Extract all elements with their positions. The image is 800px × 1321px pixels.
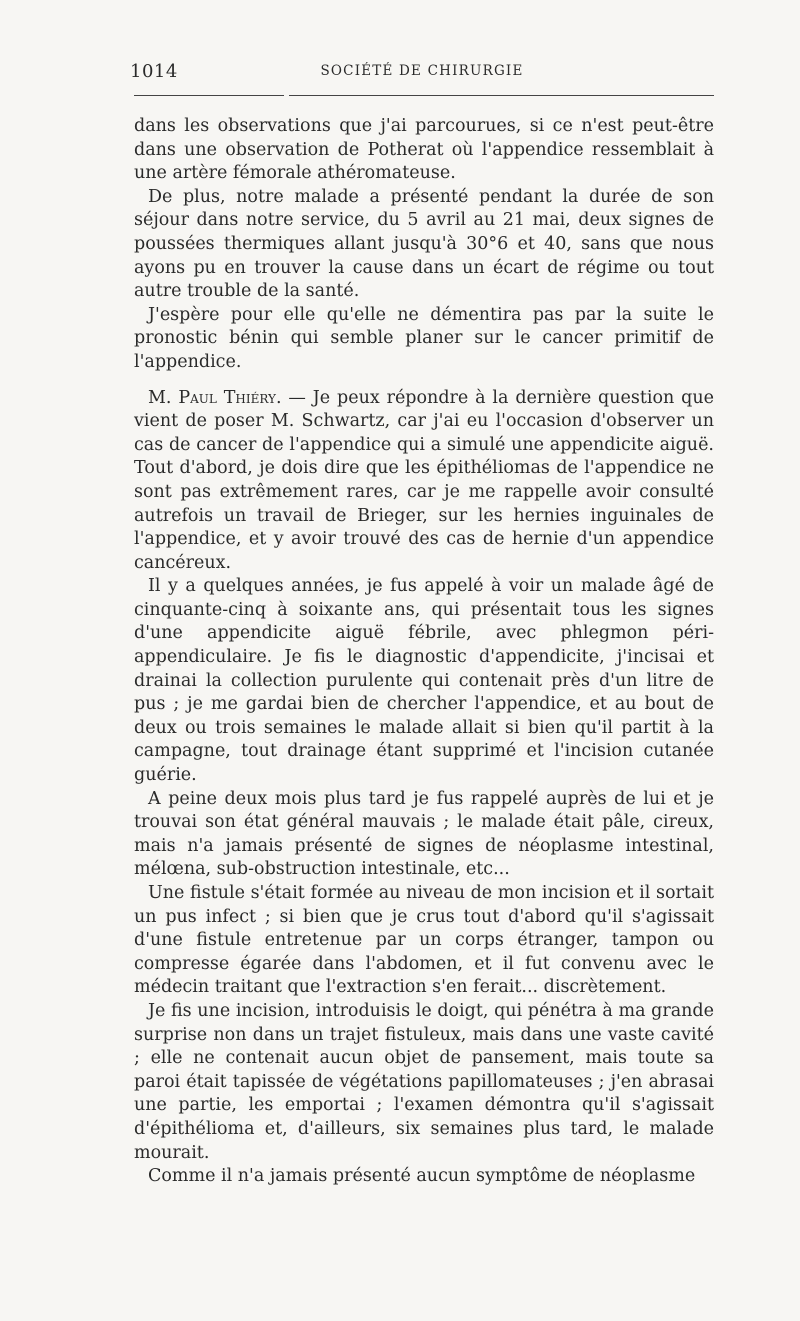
- speaker-prefix: M.: [148, 387, 172, 408]
- paragraph-continued: dans les observations que j'ai parcourues, si ce n'est peut-être dans une observation de Potherat où l'appendice ressemblait à une artère fémorale athéromateuse.: [134, 116, 714, 184]
- paragraph: J'espère pour elle qu'elle ne démentira pas par la suite le pronostic bénin qui semble planer sur le cancer primitif de l'appendice.: [134, 304, 714, 372]
- speaker-paragraph: [134, 387, 714, 576]
- paragraph: Je fis une incision, introduisis le doigt, qui pénétra à ma grande surprise non dans un trajet fistuleux, mais dans une vaste cavité ; elle ne contenait aucun objet de pansement, mais toute sa paroi était tapissée de végétations papillomateuses ; j'en abrasai une partie, les emportai ; l'examen démontra qu'il s'agissait d'épithélioma et, d'ailleurs, six semaines plus tard, le malade mourait.: [134, 1000, 714, 1163]
- running-title: SOCIÉTÉ DE CHIRURGIE: [320, 63, 524, 79]
- paragraph: De plus, notre malade a présenté pendant la durée de son séjour dans notre service, du 5 avril au 21 mai, deux signes de poussées thermiques allant jusqu'à 30°6 et 40, sans que nous ayons pu en trouver la cause dans un écart de régime ou tout autre trouble de la santé.: [134, 186, 714, 302]
- running-head: [130, 61, 714, 85]
- paragraph-truncated: Comme il n'a jamais présenté aucun symptôme de néoplasme: [148, 1166, 696, 1187]
- page-number: 1014: [130, 61, 178, 82]
- header-rule-right: [289, 95, 714, 96]
- speaker-name: Paul Thiéry: [178, 387, 276, 408]
- paragraph: A peine deux mois plus tard je fus rappelé auprès de lui et je trouvai son état général mauvais ; le malade était pâle, cireux, mais n'a jamais présenté de signes de néoplasme intestinal, mélœna, sub-obstruction intestinale, etc...: [134, 788, 714, 880]
- paragraph: Une fistule s'était formée au niveau de mon incision et il sortait un pus infect ; si bien que je crus tout d'abord qu'il s'agissait d'une fistule entretenue par un corps étranger, tampon ou compresse égarée dans l'abdomen, et il fut convenu avec le médecin traitant que l'extraction s'en ferait... discrètement.: [134, 883, 714, 998]
- paragraph: Il y a quelques années, je fus appelé à voir un malade âgé de cinquante-cinq à soixante ans, qui présentait tous les signes d'une appendicite aiguë fébrile, avec phlegmon péri-appendiculaire. Je fis le diagnostic d'appendicite, j'incisai et drainai la collection purulente qui contenait près d'un litre de pus ; je me gardai bien de chercher l'appendice, et au bout de deux ou trois semaines le malade allait si bien qu'il partit à la campagne, tout drainage étant supprimé et l'incision cutanée guérie.: [134, 576, 714, 786]
- speaker-text: . — Je peux répondre à la dernière question que vient de poser M. Schwartz, car j'ai eu l'occasion d'observer un cas de cancer de l'appendice qui a simulé une appendicite aiguë. Tout d'abord, je dois dire que les épithéliomas de l'appendice ne sont pas extrêmement rares, car je me rappelle avoir consulté autrefois un travail de Brieger, sur les hernies inguinales de l'appendice, et y avoir trouvé des cas de hernie d'un appendice cancéreux.: [134, 387, 714, 573]
- body-text: [134, 115, 714, 1189]
- header-rule-left: [134, 95, 284, 96]
